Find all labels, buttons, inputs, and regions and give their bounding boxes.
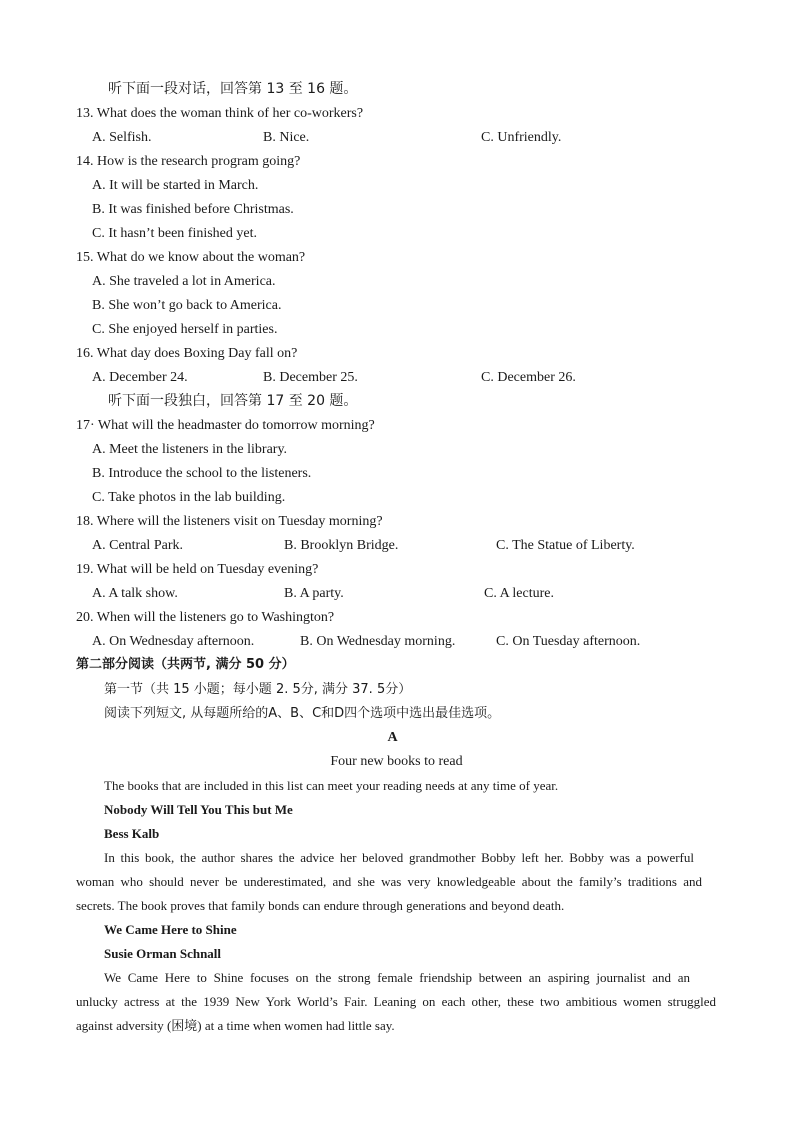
part-two-heading: 第二部分阅读（共两节, 满分 50 分）: [76, 657, 295, 672]
question-15-option-a: A. She traveled a lot in America.: [92, 274, 276, 289]
question-17-option-a: A. Meet the listeners in the library.: [92, 442, 288, 457]
book-1-author: Bess Kalb: [104, 826, 160, 841]
question-20-stem: 20. When will the listeners go to Washington?: [76, 610, 335, 625]
section-one-heading: 第一节（共 15 小题；每小题 2. 5分, 满分 37. 5分）: [104, 682, 412, 697]
question-14-option-a: A. It will be started in March.: [92, 178, 259, 193]
book-2-author: Susie Orman Schnall: [104, 946, 222, 961]
question-19-option-b: B. A party.: [284, 586, 344, 601]
question-13-option-a: A. Selfish.: [92, 130, 152, 145]
reading-directions: 阅读下列短文, 从每题所给的A、B、C和D四个选项中选出最佳选项。: [104, 706, 501, 721]
question-17-option-c: C. Take photos in the lab building.: [92, 490, 286, 505]
question-15-option-c: C. She enjoyed herself in parties.: [92, 322, 278, 337]
question-13-option-b: B. Nice.: [263, 130, 310, 145]
book-2-description-line: unlucky actress at the 1939 New York World’s Fair. Leaning on each other, these two ambitious women struggled: [76, 994, 716, 1009]
book-1-description-line: woman who should never be underestimated, and she was very knowledgeable about the family’s traditions and: [76, 874, 702, 889]
section-instruction-13-16: 听下面一段对话，回答第 13 至 16 题。: [108, 81, 358, 97]
book-2-description-line: We Came Here to Shine focuses on the strong female friendship between an aspiring journalist and an: [104, 970, 690, 985]
book-1-title: Nobody Will Tell You This but Me: [104, 802, 293, 817]
question-14-option-c: C. It hasn’t been finished yet.: [92, 226, 257, 241]
question-18-option-b: B. Brooklyn Bridge.: [284, 538, 399, 553]
question-19-option-a: A. A talk show.: [92, 586, 178, 601]
question-18-stem: 18. Where will the listeners visit on Tuesday morning?: [76, 514, 383, 529]
question-20-option-b: B. On Wednesday morning.: [300, 634, 456, 649]
passage-title: Four new books to read: [330, 754, 463, 769]
question-15-stem: 15. What do we know about the woman?: [76, 250, 306, 265]
question-16-option-b: B. December 25.: [263, 370, 358, 385]
question-17-option-b: B. Introduce the school to the listeners.: [92, 466, 312, 481]
question-14-stem: 14. How is the research program going?: [76, 154, 301, 169]
question-20-option-a: A. On Wednesday afternoon.: [92, 634, 255, 649]
passage-letter: A: [387, 730, 398, 745]
question-18-option-c: C. The Statue of Liberty.: [496, 538, 635, 553]
book-2-title: We Came Here to Shine: [104, 922, 237, 937]
question-16-option-a: A. December 24.: [92, 370, 188, 385]
passage-intro: The books that are included in this list can meet your reading needs at any time of year.: [104, 778, 559, 793]
question-18-option-a: A. Central Park.: [92, 538, 183, 553]
question-19-stem: 19. What will be held on Tuesday evening?: [76, 562, 319, 577]
question-13-stem: 13. What does the woman think of her co-workers?: [76, 106, 364, 121]
question-14-option-b: B. It was finished before Christmas.: [92, 202, 294, 217]
section-instruction-17-20: 听下面一段独白，回答第 17 至 20 题。: [108, 393, 358, 409]
question-20-option-c: C. On Tuesday afternoon.: [496, 634, 641, 649]
question-16-stem: 16. What day does Boxing Day fall on?: [76, 346, 298, 361]
question-17-stem: 17· What will the headmaster do tomorrow morning?: [76, 418, 375, 433]
question-16-option-c: C. December 26.: [481, 370, 576, 385]
book-2-description-line: against adversity (困境) at a time when women had little say.: [76, 1018, 395, 1033]
question-19-option-c: C. A lecture.: [484, 586, 554, 601]
book-1-description-line: secrets. The book proves that family bonds can endure through generations and beyond death.: [76, 898, 565, 913]
question-15-option-b: B. She won’t go back to America.: [92, 298, 282, 313]
question-13-option-c: C. Unfriendly.: [481, 130, 562, 145]
book-1-description-line: In this book, the author shares the advice her beloved grandmother Bobby left her. Bobby was a powerful: [104, 850, 694, 865]
